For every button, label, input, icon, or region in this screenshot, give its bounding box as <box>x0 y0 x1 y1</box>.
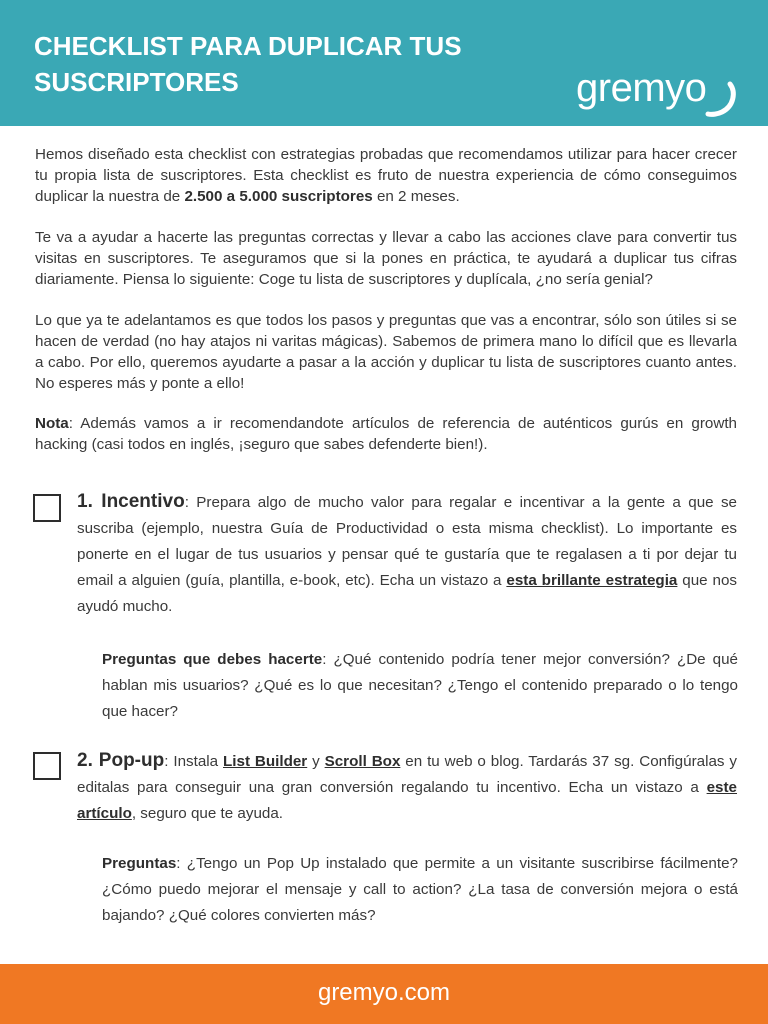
gremyo-logo: gremyo <box>576 66 707 110</box>
checkbox-incentivo[interactable] <box>33 494 61 522</box>
item-text-a: : Instala <box>164 753 223 770</box>
intro-p1-highlight: 2.500 a 5.000 suscriptores <box>184 188 373 205</box>
item-text-c: en tu web o blog. Tardarás 37 sg. Configúralas y editalas para conseguir una gran conversión regalando tu incentivo. Echa un vistazo a <box>77 753 737 796</box>
checklist-item-pop-up <box>77 748 737 827</box>
intro-p3-text: Lo que ya te adelantamos es que todos los pasos y preguntas que vas a encontrar, sólo son útiles si se hacen de verdad (no hay atajos ni varitas mágicas). Sabemos de primera mano lo difícil que es llevarla a cabo. Por ello, queremos ayudarte a pasar a la acción y duplicar tu lista de suscriptores cuanto antes. No esperes más y ponte a ello! <box>35 312 737 392</box>
intro-paragraph-3 <box>35 310 737 394</box>
note-text: : Además vamos a ir recomendandote artículos de referencia de auténticos gurús en growth hacking (casi todos en inglés, ¡seguro que sabes defenderte bien!). <box>35 415 737 453</box>
checklist-item-incentivo <box>77 489 737 620</box>
gremyo-logo-swoosh-icon <box>700 78 740 118</box>
item-text-d: , seguro que te ayuda. <box>131 805 284 822</box>
questions-pop-up <box>102 851 738 929</box>
questions-incentivo <box>102 647 738 725</box>
link-esta-brillante-estrategia[interactable]: esta brillante estrategia <box>506 572 678 589</box>
questions-text: : ¿Qué contenido podría tener mejor conversión? ¿De qué hablan mis usuarios? ¿Qué es lo que necesitan? ¿Tengo el contenido preparado o lo tengo que hacer? <box>102 651 738 720</box>
intro-p1-text-a: Hemos diseñado esta checklist con estrategias probadas que recomendamos utilizar para hacer crecer tu propia lista de suscriptores. Esta checklist es fruto de nuestra experiencia de cómo conseguimos duplicar la nuestra de <box>35 146 737 205</box>
footer-banner <box>0 964 768 1024</box>
page-title-line-2: SUSCRIPTORES <box>34 67 239 97</box>
link-scroll-box[interactable]: Scroll Box <box>324 753 401 770</box>
item-text-b: y <box>307 753 325 770</box>
intro-paragraph-1 <box>35 144 737 207</box>
link-list-builder[interactable]: List Builder <box>223 753 308 770</box>
note-label: Nota <box>35 415 69 432</box>
footer-website-link[interactable]: gremyo.com <box>317 979 451 1006</box>
item-text-b: que nos ayudó mucho. <box>77 572 737 615</box>
intro-note <box>35 413 737 455</box>
item-title-pop-up: 2. Pop-up <box>77 750 165 771</box>
item-title-incentivo: 1. Incentivo <box>77 491 185 512</box>
page-title-line-1: CHECKLIST PARA DUPLICAR TUS <box>34 31 462 61</box>
intro-paragraph-2 <box>35 227 737 290</box>
link-este-articulo[interactable]: este artículo <box>77 779 737 822</box>
checkbox-pop-up[interactable] <box>33 752 61 780</box>
intro-p2-text: Te va a ayudar a hacerte las preguntas correctas y llevar a cabo las acciones clave para convertir tus visitas en suscriptores. Te aseguramos que si la pones en práctica, te ayudará a duplicar tus cifras diariamente. Piensa lo siguiente: Coge tu lista de suscriptores y duplícala, ¿no sería genial? <box>35 229 737 288</box>
item-text-a: : Prepara algo de mucho valor para regalar e incentivar a la gente a que se suscriba (ejemplo, nuestra Guía de Productividad o esta misma checklist). Lo importante es ponerte en el lugar de tus usuarios y pensar qué te gustaría que te regalasen a ti por dejar tu email a alguien (guía, plantilla, e-book, etc). Echa un vistazo a <box>77 494 738 589</box>
questions-label: Preguntas <box>102 855 177 872</box>
questions-label: Preguntas que debes hacerte <box>102 651 323 668</box>
page-title <box>34 28 574 100</box>
header-banner <box>0 0 768 126</box>
questions-text: : ¿Tengo un Pop Up instalado que permite a un visitante suscribirse fácilmente? ¿Cómo puedo mejorar el mensaje y call to action? ¿La tasa de conversión mejora o está bajando? ¿Qué colores convierten más? <box>102 855 738 924</box>
intro-p1-text-b: en 2 meses. <box>372 188 460 205</box>
